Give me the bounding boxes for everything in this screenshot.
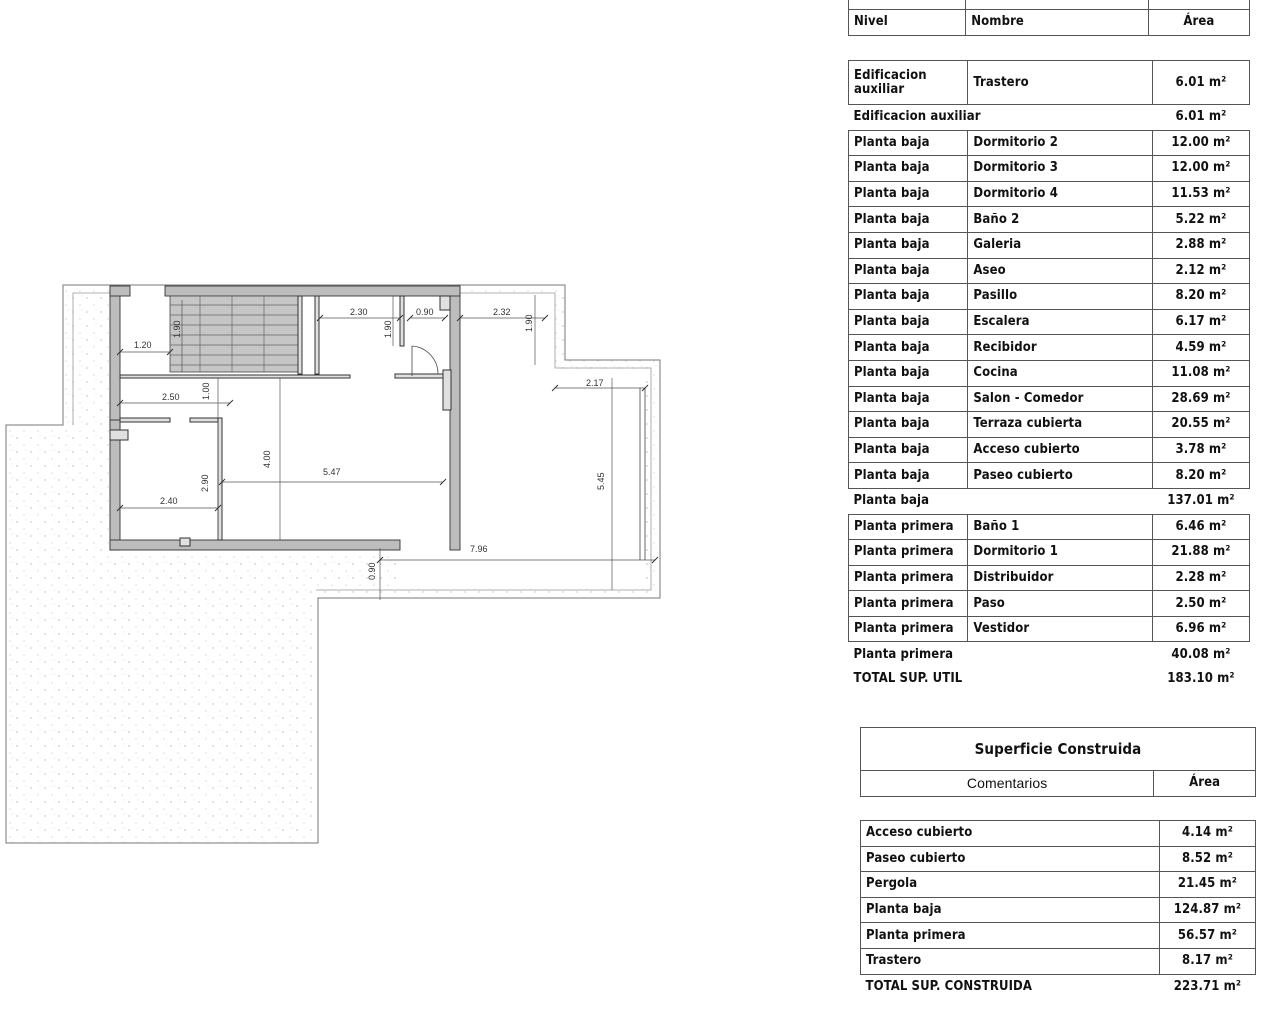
dim-label: 0.90: [367, 562, 377, 580]
area-cell: 11.08 m²: [1152, 360, 1249, 386]
comentarios-header: Comentarios: [861, 771, 1154, 797]
nombre-cell: Paso: [968, 591, 1152, 617]
nivel-cell: Planta baja: [849, 181, 968, 207]
nombre-cell: Cocina: [968, 360, 1152, 386]
table-row: [849, 463, 1250, 489]
nombre-header: Nombre: [966, 10, 1148, 36]
header-row: [849, 10, 1250, 36]
title-row: [861, 728, 1256, 771]
nivel-cell: Planta baja: [849, 437, 968, 463]
area-cell: 12.00 m²: [1152, 156, 1249, 182]
nombre-cell: Aseo: [968, 258, 1152, 284]
nombre-cell: Dormitorio 2: [968, 130, 1152, 156]
area-cell: 4.59 m²: [1152, 335, 1249, 361]
nombre-cell: Dormitorio 3: [968, 156, 1152, 182]
area-cell: 8.52 m²: [1159, 846, 1255, 872]
util-header-table: [848, 0, 1250, 36]
util-table-body: [849, 61, 1250, 692]
area-cell: 2.50 m²: [1152, 591, 1249, 617]
nivel-cell: Planta primera: [849, 565, 968, 591]
subtotal-area: 6.01 m²: [1175, 109, 1227, 125]
table-row: [849, 335, 1250, 361]
area-cell: 2.12 m²: [1152, 258, 1249, 284]
comentario-cell: Pergola: [861, 872, 1160, 898]
table-row: [849, 540, 1250, 566]
dim-label: 5.45: [596, 472, 606, 490]
dim-label: 7.96: [470, 544, 488, 554]
area-cell: 6.46 m²: [1152, 514, 1249, 540]
total-label: TOTAL SUP. UTIL: [853, 671, 963, 687]
total-area: 183.10 m²: [1167, 671, 1235, 687]
area-cell: 8.17 m²: [1159, 948, 1255, 974]
table-row: [849, 309, 1250, 335]
construida-header-table: [860, 727, 1256, 797]
nombre-cell: Acceso cubierto: [968, 437, 1152, 463]
table-row: [861, 948, 1256, 974]
subtotal-row: [849, 488, 1250, 514]
nombre-cell: Escalera: [968, 309, 1152, 335]
table-row: [849, 360, 1250, 386]
dim-label: 0.90: [416, 307, 434, 317]
area-cell: 5.22 m²: [1152, 207, 1249, 233]
nombre-cell: Vestidor: [968, 616, 1152, 642]
area-cell: 28.69 m²: [1152, 386, 1249, 412]
dim-label: 4.00: [262, 450, 272, 468]
dim-label: 1.90: [524, 314, 534, 332]
area-header: Área: [1154, 771, 1256, 797]
header-row: [861, 771, 1256, 797]
table-row: [849, 591, 1250, 617]
nivel-header: Nivel: [849, 10, 966, 36]
nivel-cell: Planta baja: [849, 335, 968, 361]
table-row: [861, 897, 1256, 923]
area-cell: 21.45 m²: [1159, 872, 1255, 898]
subtotal-label: Planta primera: [853, 646, 954, 662]
nivel-cell: Planta primera: [849, 616, 968, 642]
total-label: TOTAL SUP. CONSTRUIDA: [865, 978, 1033, 994]
area-header: Área: [1148, 10, 1249, 36]
nivel-cell: Planta baja: [849, 386, 968, 412]
dim-label: 1.00: [201, 382, 211, 400]
table-row: [849, 616, 1250, 642]
nombre-cell: Galeria: [968, 232, 1152, 258]
area-cell: 4.14 m²: [1159, 821, 1255, 847]
dim-label: 5.47: [323, 467, 341, 477]
dim-label: 2.40: [160, 496, 178, 506]
table-row: [849, 514, 1250, 540]
util-table: [848, 60, 1250, 692]
dim-label: 2.90: [200, 474, 210, 492]
table-row: [849, 232, 1250, 258]
dim-label: 2.17: [586, 378, 604, 388]
nombre-cell: Pasillo: [968, 284, 1152, 310]
table-row: [861, 821, 1256, 847]
subtotal-area: 40.08 m²: [1171, 646, 1231, 662]
table-row: [849, 207, 1250, 233]
nivel-cell: Planta baja: [849, 360, 968, 386]
comentario-cell: Planta baja: [861, 897, 1160, 923]
subtotal-row: [849, 642, 1250, 667]
area-cell: 124.87 m²: [1159, 897, 1255, 923]
nombre-cell: Dormitorio 4: [968, 181, 1152, 207]
nivel-cell: Edificacion auxiliar: [849, 61, 968, 105]
total-area: 223.71 m²: [1173, 978, 1242, 994]
dim-label: 1.90: [172, 320, 182, 338]
table-row: [861, 846, 1256, 872]
area-cell: 11.53 m²: [1152, 181, 1249, 207]
table-row: [849, 156, 1250, 182]
table-row: [849, 0, 1250, 10]
table-row: [849, 412, 1250, 438]
nivel-cell: Planta baja: [849, 207, 968, 233]
table-row: [849, 258, 1250, 284]
nombre-cell: Distribuidor: [968, 565, 1152, 591]
table-row: [849, 130, 1250, 156]
construida-table-body: [861, 821, 1256, 1000]
nombre-cell: Trastero: [968, 61, 1152, 105]
construida-title: Superficie Construida: [861, 728, 1256, 771]
nombre-cell: Salon - Comedor: [968, 386, 1152, 412]
comentario-cell: Acceso cubierto: [861, 821, 1160, 847]
nivel-cell: Planta primera: [849, 591, 968, 617]
nivel-cell: Planta baja: [849, 258, 968, 284]
nombre-cell: Recibidor: [968, 335, 1152, 361]
dim-label: 2.32: [493, 307, 511, 317]
area-cell: 2.28 m²: [1152, 565, 1249, 591]
comentario-cell: Trastero: [861, 948, 1160, 974]
dim-label: 2.50: [162, 392, 180, 402]
subtotal-label: Edificacion auxiliar: [853, 109, 981, 125]
nombre-cell: Paseo cubierto: [968, 463, 1152, 489]
comentario-cell: Paseo cubierto: [861, 846, 1160, 872]
area-cell: 6.96 m²: [1152, 616, 1249, 642]
total-row: [861, 974, 1256, 999]
nombre-cell: Terraza cubierta: [968, 412, 1152, 438]
nivel-cell: Planta baja: [849, 232, 968, 258]
area-cell: 21.88 m²: [1152, 540, 1249, 566]
nivel-cell: Planta baja: [849, 156, 968, 182]
subtotal-row: [849, 105, 1250, 131]
nombre-cell: Baño 1: [968, 514, 1152, 540]
area-cell: 12.00 m²: [1152, 130, 1249, 156]
dim-label: 2.30: [350, 307, 368, 317]
dim-label: 1.20: [134, 340, 152, 350]
area-cell: 6.17 m²: [1152, 309, 1249, 335]
area-cell: 8.20 m²: [1152, 463, 1249, 489]
nivel-cell: Planta baja: [849, 463, 968, 489]
dim-label: 1.90: [383, 320, 393, 338]
table-row: [849, 181, 1250, 207]
subtotal-area: 137.01 m²: [1167, 493, 1235, 509]
area-cell: 8.20 m²: [1152, 284, 1249, 310]
nivel-cell: Planta primera: [849, 540, 968, 566]
area-cell: 20.55 m²: [1152, 412, 1249, 438]
table-row: [849, 565, 1250, 591]
table-row: [849, 386, 1250, 412]
nivel-cell: Planta baja: [849, 284, 968, 310]
total-row: [849, 667, 1250, 692]
area-cell: 2.88 m²: [1152, 232, 1249, 258]
subtotal-label: Planta baja: [853, 493, 930, 509]
comentario-cell: Planta primera: [861, 923, 1160, 949]
table-row: [861, 872, 1256, 898]
table-row: [861, 923, 1256, 949]
table-row: [849, 437, 1250, 463]
nivel-cell: Planta baja: [849, 412, 968, 438]
area-cell: 56.57 m²: [1159, 923, 1255, 949]
nombre-cell: Baño 2: [968, 207, 1152, 233]
area-cell: 3.78 m²: [1152, 437, 1249, 463]
nombre-cell: Dormitorio 1: [968, 540, 1152, 566]
nivel-cell: Planta primera: [849, 514, 968, 540]
area-cell: 6.01 m²: [1152, 61, 1249, 105]
nivel-cell: Planta baja: [849, 309, 968, 335]
staircase: [170, 296, 298, 372]
nivel-cell: Planta baja: [849, 130, 968, 156]
table-row: [849, 61, 1250, 105]
construida-table: [860, 820, 1256, 999]
table-row: [849, 284, 1250, 310]
